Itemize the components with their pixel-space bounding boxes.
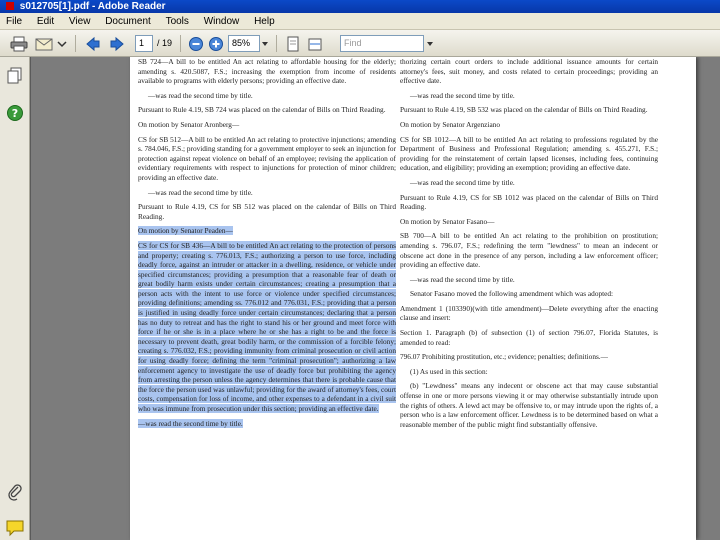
paragraph: Pursuant to Rule 4.19, SB 724 was placed on the calendar of Bills on Third Reading. bbox=[138, 105, 386, 115]
print-button[interactable] bbox=[8, 34, 30, 53]
adobe-reader-icon bbox=[6, 2, 14, 10]
help-button[interactable] bbox=[6, 104, 24, 127]
toolbar-separator bbox=[75, 35, 76, 52]
highlighted-text: —was read the second time by title. bbox=[138, 418, 243, 428]
paragraph: —was read the second time by title. bbox=[148, 90, 253, 100]
title-bar bbox=[0, 0, 720, 13]
paragraph: —was read the second time by title. bbox=[148, 187, 253, 197]
arrow-left-icon bbox=[85, 36, 101, 52]
menu-bar bbox=[0, 13, 720, 30]
paragraph: SB 700—A bill to be entitled An act relating to the prohibition on prostitution; amending s. 796.07, F.S.; redefining the term "lewdness" to mean an indecent or obscene act done in the presence of any person, including a law enforcement officer; providing an effective date. bbox=[400, 231, 658, 270]
paragraph: On motion by Senator Fasano— bbox=[400, 216, 495, 226]
select-tool-button[interactable] bbox=[54, 34, 70, 53]
window-title: s012705[1].pdf - Adobe Reader bbox=[19, 1, 166, 12]
paragraph: Pursuant to Rule 4.19, CS for SB 1012 was placed on the calendar of Bills on Third Reading. bbox=[400, 192, 658, 212]
menu-document[interactable]: Document bbox=[105, 16, 151, 27]
highlighted-text: On motion by Senator Peaden— bbox=[138, 226, 233, 236]
left-column bbox=[138, 57, 396, 433]
toolbar-separator bbox=[180, 35, 181, 52]
zoom-input[interactable]: 85% bbox=[228, 35, 260, 52]
document-area[interactable] bbox=[31, 57, 720, 540]
navigation-pane bbox=[0, 57, 30, 540]
zoom-out-button[interactable] bbox=[185, 34, 207, 53]
attachments-button[interactable] bbox=[6, 483, 24, 506]
paragraph: —was read the second time by title. bbox=[410, 274, 515, 284]
previous-page-button[interactable] bbox=[82, 34, 104, 53]
paragraph: On motion by Senator Aronberg— bbox=[138, 119, 240, 129]
menu-tools[interactable]: Tools bbox=[165, 16, 189, 27]
fit-page-icon bbox=[285, 36, 301, 52]
page-number-input[interactable]: 1 bbox=[135, 35, 153, 52]
menu-view[interactable]: View bbox=[68, 16, 91, 27]
menu-edit[interactable]: Edit bbox=[36, 16, 55, 27]
paragraph: (1) As used in this section: bbox=[410, 366, 488, 376]
paragraph: CS for SB 512—A bill to be entitled An act relating to protective injunctions; amending s. 784.046, F.S.; providing standing for a government employer to seek an injunction for protection against repeat violence on behalf of an employee; revising the application of evidentiary requirements with respect to injunctions for protection of minor children; providing an effective date. bbox=[138, 134, 397, 182]
help-icon bbox=[6, 104, 24, 122]
paragraph: Senator Fasano moved the following amendment which was adopted: bbox=[410, 289, 614, 299]
paragraph: Pursuant to Rule 4.19, CS for SB 512 was placed on the calendar of Bills on Third Reading. bbox=[138, 202, 396, 221]
paragraph: On motion by Senator Argenziano bbox=[400, 119, 500, 129]
chevron-down-icon bbox=[55, 37, 69, 51]
paragraph bbox=[138, 241, 396, 414]
toolbar bbox=[0, 30, 720, 57]
highlighted-text: CS for CS for SB 436—A bill to be entitled An act relating to the protection of persons and property; creating s. 776.013, F.S.; authorizing a person to use force, including deadly force, against an intruder or attacker in a dwelling, residence, or vehicle under specified circumstances; providing a presumption that a reasonable fear of death or great bodily harm exists under certain circumstances; creating a presumption that a person acts with the intent to use force or violence under specified circumstances; providing definitions; amending ss. 776.012 and 776.031, F.S.; providing that a person is justified in using deadly force under certain circumstances; declaring that a person has no duty to retreat and has the right to stand his or her ground and meet force with force if he or she is in a place where he or she has a right to be and the force is necessary to prevent death, great bodily harm, or the commission of a forcible felony; creating s. 776.032, F.S.; providing immunity from criminal prosecution or civil action for using deadly force; defining the term "criminal prosecution"; authorizing a law enforcement agency to investigate the use of deadly force but prohibiting the agency from arresting the person unless the agency determines that there is probable cause that the force the person used was unlawful; providing for the award of attorney's fees, court costs, compensation for loss of income, and other expenses to a defendant in a civil suit who was immune from prosecution under this section; providing an effective date. bbox=[138, 240, 396, 413]
arrow-right-icon bbox=[109, 36, 125, 52]
menu-window[interactable]: Window bbox=[203, 16, 240, 27]
fit-page-button[interactable] bbox=[282, 34, 304, 53]
chevron-down-icon bbox=[425, 39, 435, 49]
paragraph: 796.07 Prohibiting prostitution, etc.; evidence; penalties; definitions.— bbox=[400, 352, 608, 362]
next-page-button[interactable] bbox=[106, 34, 128, 53]
paragraph: —was read the second time by title. bbox=[410, 90, 515, 100]
paragraph: —was read the second time by title. bbox=[410, 177, 515, 187]
paragraph bbox=[138, 419, 396, 429]
zoom-in-icon bbox=[208, 36, 224, 52]
find-dropdown-button[interactable] bbox=[424, 34, 436, 53]
paperclip-icon bbox=[6, 483, 24, 501]
paragraph: Amendment 1 (103390)(with title amendment)—Delete everything after the enacting clause and insert: bbox=[400, 303, 658, 323]
paragraph: CS for SB 1012—A bill to be entitled An act relating to professions regulated by the Department of Business and Professional Regulation; amending s. 455.271, F.S.; providing for the reinstatement of certain lapsed licenses, including fees, continuing education, and eligibility; providing an exemption; providing an effective date. bbox=[400, 134, 658, 173]
paragraph: (b) "Lewdness" means any indecent or obscene act that may cause substantial offense in one or more persons viewing it or may otherwise substantially intrude upon the rights of others. A lewd act may be offensive to, or may intrude upon the rights of, a person who is a law enforcement officer. Lewdness is to be determined based on what a reasonable member of the public might find substantially offensive. bbox=[400, 381, 658, 429]
chevron-down-icon bbox=[260, 39, 270, 49]
right-column bbox=[400, 57, 658, 434]
paragraph: thorizing certain court orders to include additional issuance amounts for certain attorney's fees, suit money, and costs related to certain proceedings; providing an effective date. bbox=[400, 57, 658, 86]
page-total-label: / 19 bbox=[157, 38, 173, 48]
toolbar-separator bbox=[276, 35, 277, 52]
paragraph bbox=[138, 226, 396, 236]
pages-icon bbox=[6, 67, 24, 85]
paragraph: Section 1. Paragraph (b) of subsection (1) of section 796.07, Florida Statutes, is amended to read: bbox=[400, 328, 658, 347]
printer-icon bbox=[10, 36, 28, 52]
zoom-in-button[interactable] bbox=[205, 34, 227, 53]
zoom-dropdown-button[interactable] bbox=[258, 34, 272, 53]
paragraph: SB 724—A bill to be entitled An act relating to affordable housing for the elderly; amending s. 420.5087, F.S.; increasing the exemption from income of residents available to programs with elderly persons; providing an effective date. bbox=[138, 57, 396, 86]
find-input[interactable]: Find bbox=[340, 35, 424, 52]
fit-width-button[interactable] bbox=[304, 34, 326, 53]
comments-button[interactable] bbox=[5, 519, 25, 540]
envelope-icon bbox=[35, 36, 53, 52]
menu-help[interactable]: Help bbox=[254, 16, 275, 27]
comment-icon bbox=[5, 519, 25, 537]
pdf-page[interactable] bbox=[130, 57, 696, 540]
fit-width-icon bbox=[307, 36, 323, 52]
menu-file[interactable]: File bbox=[6, 16, 23, 27]
pages-panel-button[interactable] bbox=[6, 67, 24, 90]
paragraph: Pursuant to Rule 4.19, SB 532 was placed on the calendar of Bills on Third Reading. bbox=[400, 105, 648, 115]
email-button[interactable] bbox=[33, 34, 55, 53]
svg-text:?: ? bbox=[11, 107, 19, 120]
zoom-out-icon bbox=[188, 36, 204, 52]
